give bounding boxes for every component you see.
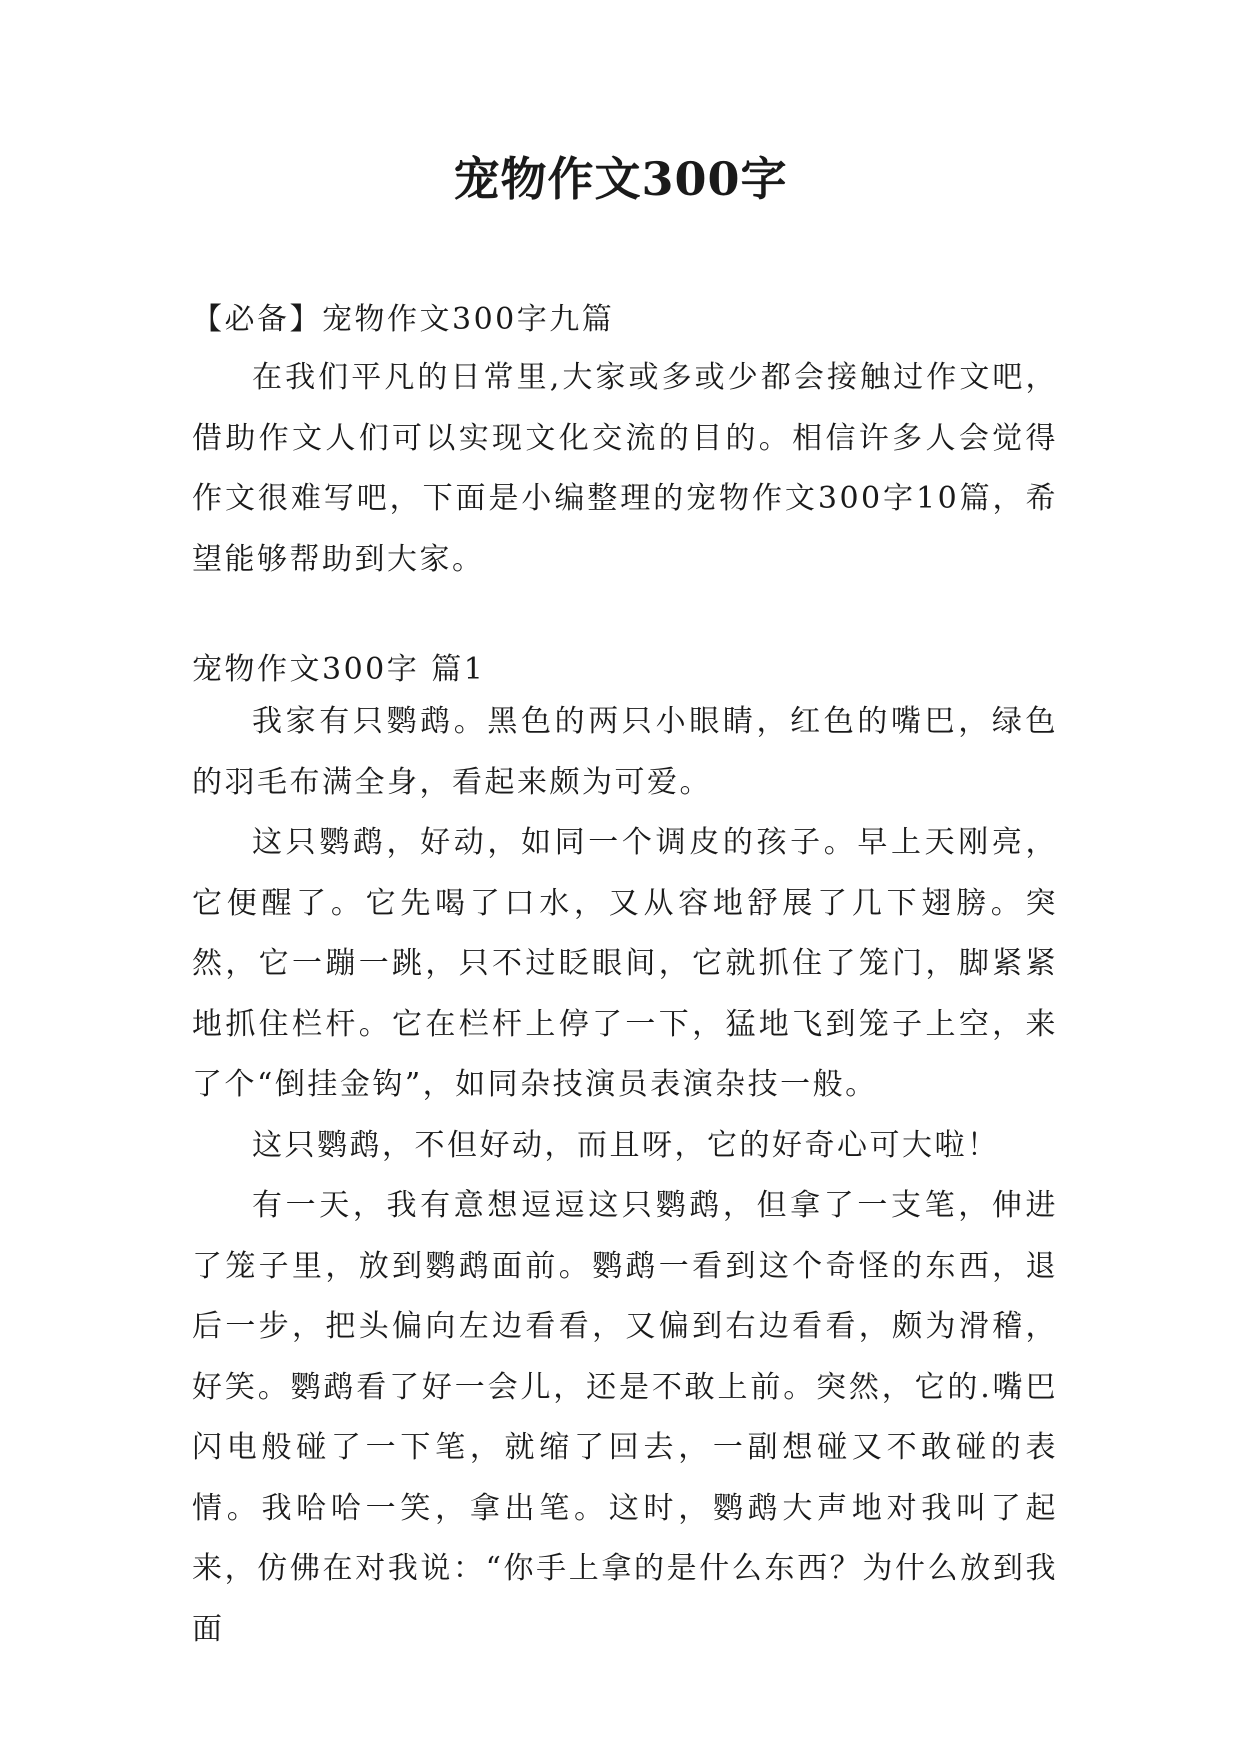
document-subtitle: 【必备】宠物作文300字九篇 <box>192 302 615 337</box>
article-paragraph: 这只鹦鹉，好动，如同一个调皮的孩子。早上天刚亮，它便醒了。它先喝了口水，又从容地舒展了几下翅膀。突然，它一蹦一跳，只不过眨眼间，它就抓住了笼门，脚紧紧地抓住栏杆。它在栏杆上停了一下，猛地飞到笼子上空，来了个“倒挂金钩”，如同杂技演员表演杂技一般。 <box>192 825 1058 1102</box>
document-title: 宠物作文300字 <box>453 152 788 206</box>
intro-text: 在我们平凡的日常里,大家或多或少都会接触过作文吧，借助作文人们可以实现文化交流的目的。相信许多人会觉得作文很难写吧，下面是小编整理的宠物作文300字10篇，希望能够帮助到大家。 <box>192 360 1058 577</box>
intro-paragraph <box>192 348 1058 590</box>
article-paragraph: 我家有只鹦鹉。黑色的两只小眼睛，红色的嘴巴，绿色的羽毛布满全身，看起来颇为可爱。 <box>192 704 1058 800</box>
article-paragraph: 这只鹦鹉，不但好动，而且呀，它的好奇心可大啦！ <box>252 1127 1000 1163</box>
section-heading: 宠物作文300字 篇1 <box>192 652 486 687</box>
article-body <box>192 692 1058 1660</box>
article-paragraph: 有一天，我有意想逗逗这只鹦鹉，但拿了一支笔，伸进了笼子里，放到鹦鹉面前。鹦鹉一看到这个奇怪的东西，退后一步，把头偏向左边看看，又偏到右边看看，颇为滑稽，好笑。鹦鹉看了好一会儿，还是不敢上前。突然，它的.嘴巴闪电般碰了一下笔，就缩了回去，一副想碰又不敢碰的表情。我哈哈一笑，拿出笔。这时，鹦鹉大声地对我叫了起来，仿佛在对我说：“你手上拿的是什么东西？为什么放到我面 <box>192 1188 1058 1647</box>
